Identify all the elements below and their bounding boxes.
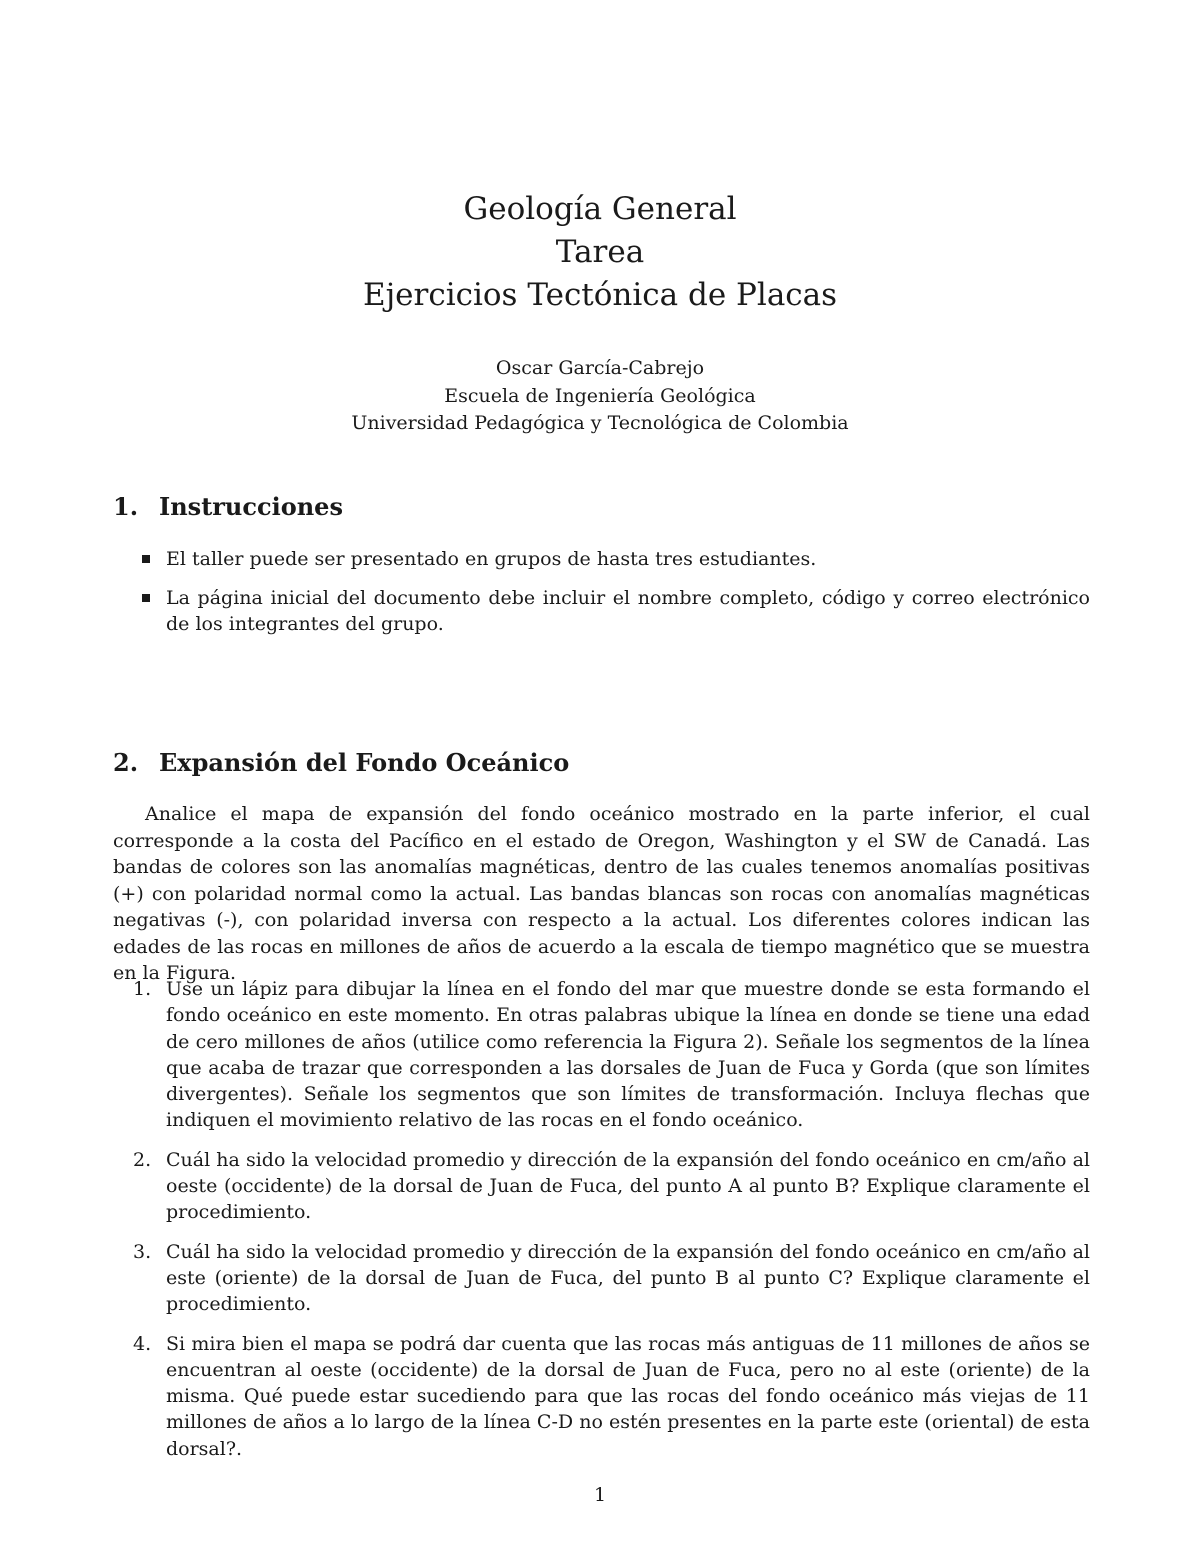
section-heading-instrucciones <box>113 492 343 521</box>
questions-list <box>133 976 1090 1475</box>
assignment-type: Tarea <box>555 234 645 270</box>
course-title: Geología General <box>463 191 737 227</box>
author-university: Universidad Pedagógica y Tecnológica de Colombia <box>351 412 849 434</box>
question-number: 1. <box>133 978 152 1000</box>
author-school: Escuela de Ingeniería Geológica <box>444 384 756 407</box>
page-number: 1 <box>593 1484 607 1506</box>
section-title: Instrucciones <box>159 492 343 521</box>
question-item <box>133 1331 1090 1462</box>
question-item <box>133 1239 1090 1318</box>
author-name: Oscar García-Cabrejo <box>495 357 705 379</box>
instructions-list <box>142 546 1090 650</box>
question-text: Use un lápiz para dibujar la línea en el fondo del mar que muestre donde se esta formando el fondo oceánico en este momento. En otras palabras ubique la línea en donde se tiene una edad de cero millones de años (utilice como referencia la Figura 2). Señale los segmentos de la línea que acaba de trazar que corresponden a las dorsales de Juan de Fuca y Gorda (que son límites divergentes). Señale los segmentos que son límites de transformación. Incluya flechas que indiquen el movimiento relativo de las rocas en el fondo oceánico. <box>166 978 1090 1132</box>
list-item <box>142 585 1090 637</box>
bullet-square-icon <box>142 594 150 602</box>
bullet-square-icon <box>142 555 150 563</box>
intro-paragraph: Analice el mapa de expansión del fondo oceánico mostrado en la parte inferior, el cual corresponde a la costa del Pacífico en el estado de Oregon, Washington y el SW de Canadá. Las bandas de colores son las anomalías magnéticas, dentro de las cuales tenemos anomalías positivas (+) con polaridad normal como la actual. Las bandas blancas son rocas con anomalías magnéticas negativas (-), con polaridad inversa con respecto a la actual. Los diferentes colores indican las edades de las rocas en millones de años de acuerdo a la escala de tiempo magnético que se muestra en la Figura. <box>113 803 1090 984</box>
question-item <box>133 1147 1090 1226</box>
question-number: 2. <box>133 1148 152 1171</box>
title-block <box>0 188 1200 317</box>
section-title: Expansión del Fondo Oceánico <box>159 748 570 777</box>
list-item <box>142 546 1090 572</box>
question-number: 4. <box>133 1332 152 1355</box>
question-text: Si mira bien el mapa se podrá dar cuenta que las rocas más antiguas de 11 millones de años se encuentran al oeste (occidente) de la dorsal de Juan de Fuca, pero no al este (oriente) de la misma. Qué puede estar sucediendo para que las rocas del fondo oceánico más viejas de 11 millones de años a lo largo de la línea C-D no estén presentes en la parte este (oriental) de esta dorsal?. <box>166 1332 1090 1460</box>
question-item <box>133 976 1090 1134</box>
question-text: Cuál ha sido la velocidad promedio y dirección de la expansión del fondo oceánico en cm/año al oeste (occidente) de la dorsal de Juan de Fuca, del punto A al punto B? Explique claramente el procedimiento. <box>166 1148 1090 1224</box>
section-heading-expansion <box>113 748 569 777</box>
question-number: 3. <box>133 1240 152 1263</box>
question-text: Cuál ha sido la velocidad promedio y dirección de la expansión del fondo oceánico en cm/año al este (oriente) de la dorsal de Juan de Fuca, del punto B al punto C? Explique claramente el procedimiento. <box>166 1240 1090 1316</box>
assignment-title: Ejercicios Tectónica de Placas <box>362 277 838 313</box>
list-item-text: La página inicial del documento debe incluir el nombre completo, código y correo electrónico de los integrantes del grupo. <box>166 587 1090 635</box>
section-number: 2. <box>113 748 139 777</box>
list-item-text: El taller puede ser presentado en grupos de hasta tres estudiantes. <box>166 548 817 570</box>
section-number: 1. <box>113 492 139 521</box>
author-block <box>0 355 1200 438</box>
